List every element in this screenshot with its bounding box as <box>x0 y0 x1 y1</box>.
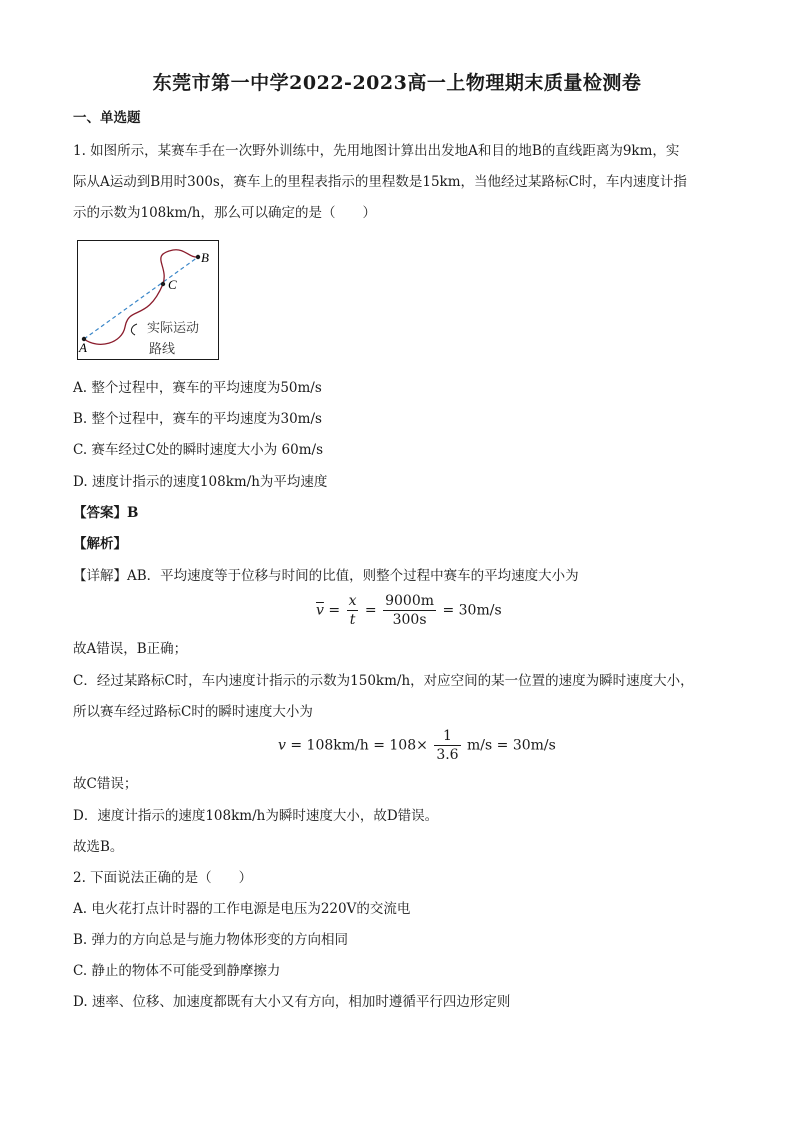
page-title: 东莞市第一中学2022-2023高一上物理期末质量检测卷 <box>152 72 642 94</box>
formula1-rhs: = 30m/s <box>442 602 502 619</box>
q1-detail-line-1: 【详解】AB．平均速度等于位移与时间的比值，则整个过程中赛车的平均速度大小为 <box>73 568 579 584</box>
q1-option-c: C. 赛车经过C处的瞬时速度大小为 60m/s <box>73 442 324 458</box>
q1-analysis-heading: 【解析】 <box>73 536 127 552</box>
formula2-mid: = 108km/h = 108× <box>290 737 428 754</box>
q2-stem: 2. 下面说法正确的是（ ） <box>73 870 253 886</box>
formula1-eq2: = <box>364 602 377 619</box>
formula2-lhs: v <box>278 737 286 754</box>
label-a: A <box>79 340 87 355</box>
q1-detail-line-2: 故A错误，B正确； <box>73 641 188 657</box>
section-heading: 一、单选题 <box>73 110 141 126</box>
route-label-pointer <box>131 324 137 335</box>
formula1-eq1: = <box>328 602 341 619</box>
formula2-rhs: m/s = 30m/s <box>467 737 556 754</box>
q2-option-a: A. 电火花打点计时器的工作电源是电压为220V的交流电 <box>73 901 411 917</box>
formula2-fraction <box>434 727 460 764</box>
q1-detail-line-4: 所以赛车经过路标C时的瞬时速度大小为 <box>73 704 313 720</box>
q1-stem-line-3: 示的示数为108km/h，那么可以确定的是（ ） <box>73 205 376 221</box>
formula1-den2: 300s <box>392 612 427 628</box>
route-label-line-1: 实际运动 <box>147 321 200 336</box>
q1-route-figure <box>77 240 219 360</box>
q1-answer: 【答案】B <box>73 505 139 521</box>
route-label-line-2: 路线 <box>149 342 176 357</box>
formula2-num: 1 <box>434 727 460 746</box>
formula2-den: 3.6 <box>436 747 459 763</box>
q1-option-d: D. 速度计指示的速度108km/h为平均速度 <box>73 474 328 490</box>
q1-stem-line-1: 1. 如图所示，某赛车手在一次野外训练中，先用地图计算出出发地A和目的地B的直线距离为9km，实 <box>73 143 680 159</box>
point-b-dot <box>196 255 200 259</box>
formula1-num2: 9000m <box>385 593 435 609</box>
point-c-dot <box>161 282 165 286</box>
formula1-num1: x <box>348 593 357 609</box>
q1-detail-line-6: D．速度计指示的速度108km/h为瞬时速度大小，故D错误。 <box>73 808 439 824</box>
q1-detail-line-3: C．经过某路标C时，车内速度计指示的示数为150km/h，对应空间的某一位置的速度为瞬时速度大小， <box>73 673 694 689</box>
instant-velocity-formula <box>278 727 556 764</box>
label-b: B <box>201 250 209 265</box>
formula1-den1: t <box>349 612 356 628</box>
formula1-fraction-2 <box>383 592 436 629</box>
label-c: C <box>168 277 177 292</box>
average-velocity-formula <box>316 592 502 629</box>
q2-option-b: B. 弹力的方向总是与施力物体形变的方向相同 <box>73 932 349 948</box>
formula1-lhs: $\overline{v}$ <box>316 602 324 619</box>
q1-option-b: B. 整个过程中，赛车的平均速度为30m/s <box>73 411 322 427</box>
formula1-fraction-1 <box>347 592 359 629</box>
q1-detail-line-7: 故选B。 <box>73 839 124 855</box>
q2-option-c: C. 静止的物体不可能受到静摩擦力 <box>73 963 281 979</box>
q1-detail-line-5: 故C错误； <box>73 776 138 792</box>
q2-option-d: D. 速率、位移、加速度都既有大小又有方向，相加时遵循平行四边形定则 <box>73 994 511 1010</box>
q1-option-a: A. 整个过程中，赛车的平均速度为50m/s <box>73 380 322 396</box>
q1-stem-line-2: 际从A运动到B用时300s，赛车上的里程表指示的里程数是15km，当他经过某路标C时，车内速度计指 <box>73 174 687 190</box>
